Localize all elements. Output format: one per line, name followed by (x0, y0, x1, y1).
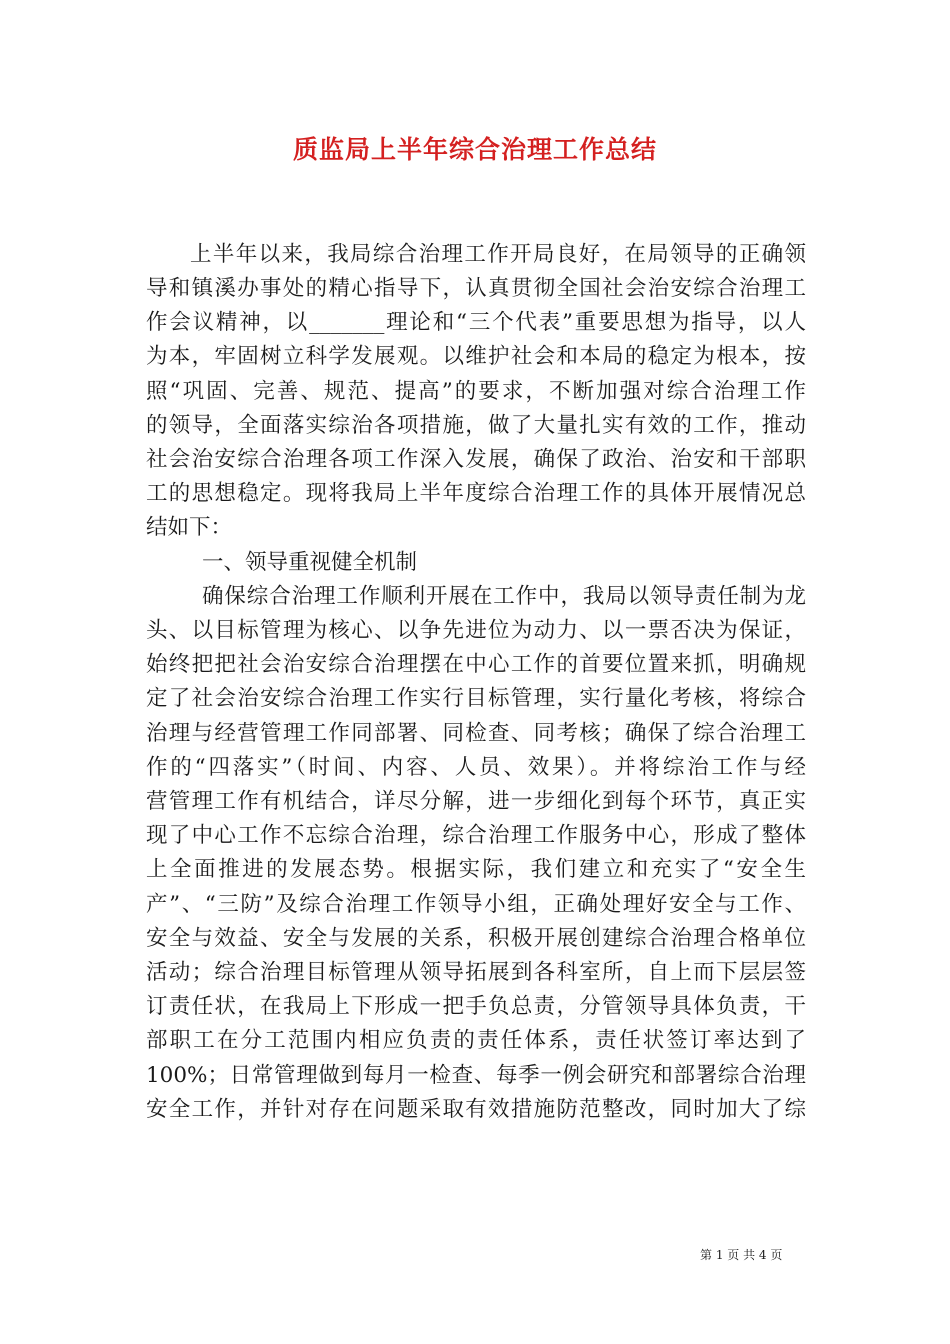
paragraph-line: 为本，牢固树立科学发展观。以维护社会和本局的稳定为根本，按 (146, 344, 806, 369)
paragraph-line: 营管理工作有机结合，详尽分解，进一步细化到每个环节，真正实 (146, 789, 806, 814)
paragraph-line: 部职工在分工范围内相应负责的责任体系，责任状签订率达到了 (146, 1028, 806, 1053)
paragraph-line: 现了中心工作不忘综合治理，综合治理工作服务中心，形成了整体 (146, 823, 806, 848)
paragraph-line: 产”、“三防”及综合治理工作领导小组，正确处理好安全与工作、 (146, 892, 806, 917)
paragraph-line: 确保综合治理工作顺利开展在工作中，我局以领导责任制为龙 (202, 584, 806, 609)
paragraph-line: 社会治安综合治理各项工作深入发展，确保了政治、治安和干部职 (146, 447, 806, 472)
paragraph-line: 订责任状，在我局上下形成一把手负总责，分管领导具体负责，干 (146, 994, 806, 1019)
paragraph-line: 头、以目标管理为核心、以争先进位为动力、以一票否决为保证， (146, 618, 806, 643)
paragraph-line: 作的“四落实”（时间、内容、人员、效果）。并将综治工作与经 (146, 755, 806, 780)
paragraph-line: 上半年以来，我局综合治理工作开局良好，在局领导的正确领 (190, 242, 806, 267)
paragraph-line: 安全工作，并针对存在问题采取有效措施防范整改，同时加大了综 (146, 1097, 806, 1122)
paragraph-line: 始终把把社会治安综合治理摆在中心工作的首要位置来抓，明确规 (146, 652, 806, 677)
page-number-footer: 第 1 页 共 4 页 (700, 1248, 783, 1262)
paragraph-line: 照“巩固、完善、规范、提高”的要求，不断加强对综合治理工作 (146, 379, 806, 404)
section-heading: 一、领导重视健全机制 (202, 550, 418, 575)
paragraph-line: 定了社会治安综合治理工作实行目标管理，实行量化考核，将综合 (146, 686, 806, 711)
paragraph-line: 作会议精神，以_______理论和“三个代表”重要思想为指导，以人 (146, 310, 806, 335)
paragraph-line: 结如下： (146, 515, 233, 540)
document-title: 质监局上半年综合治理工作总结 (292, 135, 657, 164)
paragraph-line: 治理与经营管理工作同部署、同检查、同考核；确保了综合治理工 (146, 721, 806, 746)
paragraph-line: 导和镇溪办事处的精心指导下，认真贯彻全国社会治安综合治理工 (146, 276, 806, 301)
paragraph-line: 活动；综合治理目标管理从领导拓展到各科室所，自上而下层层签 (146, 960, 806, 985)
paragraph-line: 上全面推进的发展态势。根据实际，我们建立和充实了“安全生 (146, 857, 806, 882)
paragraph-line: 工的思想稳定。现将我局上半年度综合治理工作的具体开展情况总 (146, 481, 806, 506)
paragraph-line: 安全与效益、安全与发展的关系，积极开展创建综合治理合格单位 (146, 926, 806, 951)
paragraph-line: 100%；日常管理做到每月一检查、每季一例会研究和部署综合治理 (146, 1063, 806, 1088)
paragraph-line: 的领导，全面落实综治各项措施，做了大量扎实有效的工作，推动 (146, 413, 806, 438)
